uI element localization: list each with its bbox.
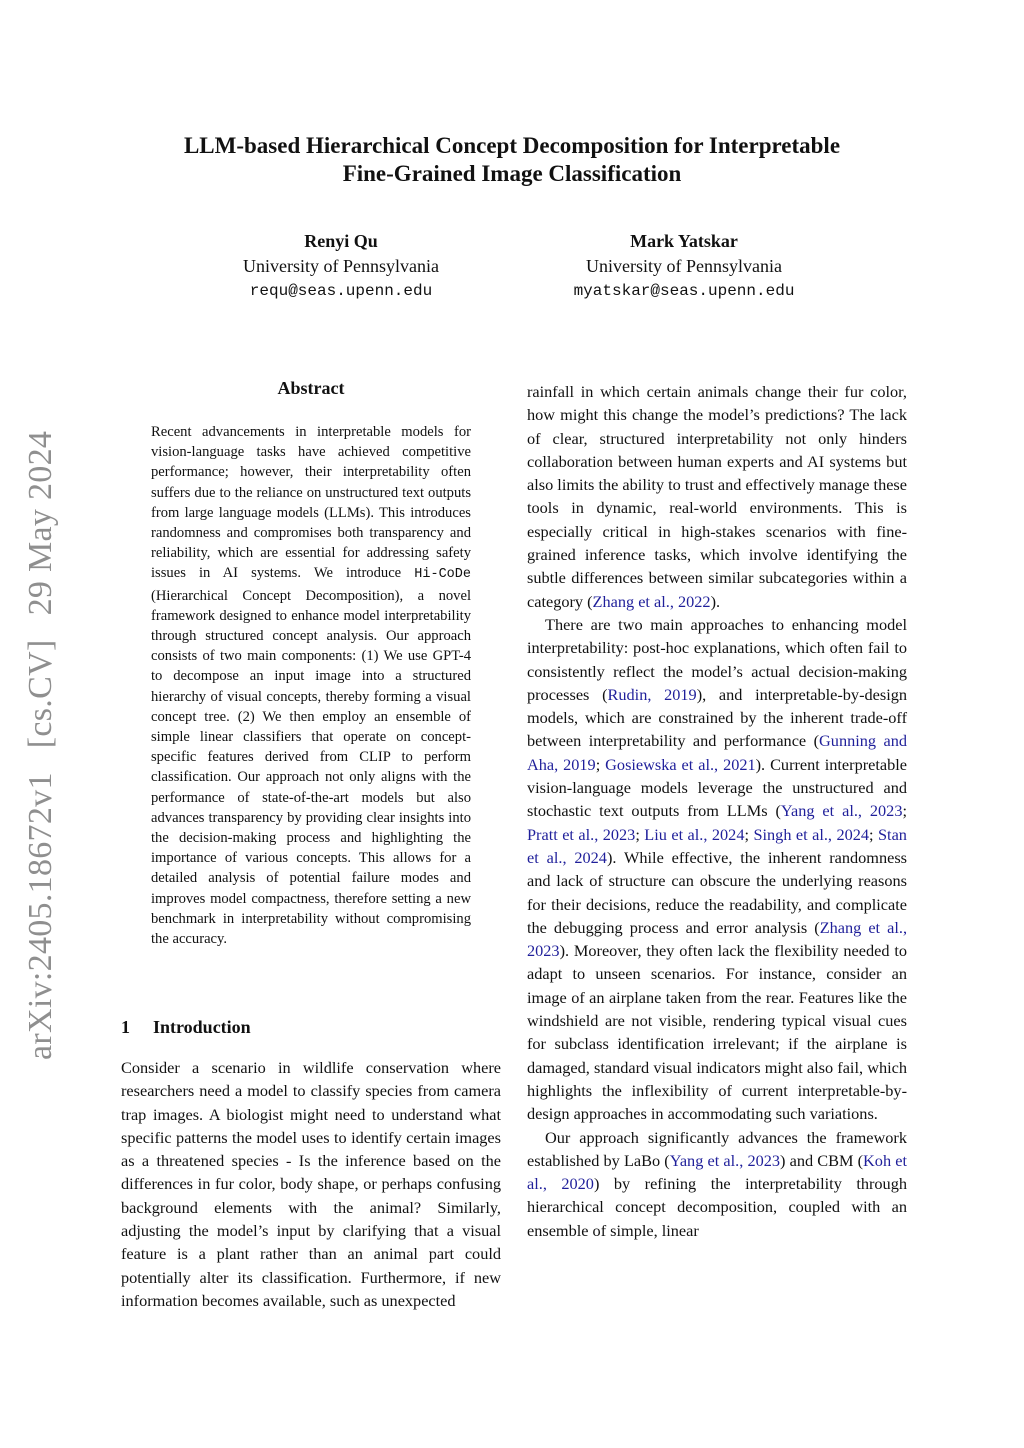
citation-link[interactable]: Yang et al., 2023 [780, 801, 903, 821]
abstract-text-part-1: Recent advancements in interpretable models for vision-language tasks have achieved competitive performance; however, their interpretability often suffers due to the reliance on unstructured text outputs from large language models (LLMs). This introduces randomness and compromises both transparency and reliability, which are essential for addressing safety issues in AI systems. We introduce [151, 424, 471, 582]
paragraph-text: ; [635, 824, 645, 844]
paragraph-text: ). Moreover, they often lack the flexibility needed to adapt to unseen scenarios. For instance, consider an image of an airplane taken from the rear. Features like the windshield are not visible, rendering typical visual cues for subclass identification irrelevant; if the airplane is damaged, standard visual indicators might also fail, which highlights the inflexibility of current interpretable-by-design approaches in accommodating such variations. [527, 941, 907, 1124]
left-column-text [121, 1056, 501, 1312]
citation-link[interactable]: Rudin, 2019 [607, 684, 697, 704]
paper-title [120, 132, 904, 188]
intro-paragraph-1-continued [527, 380, 907, 613]
paragraph-text: rainfall in which certain animals change their fur color, how might this change the model’s predictions? The lack of clear, structured interpretability not only hinders collaboration between human experts and AI systems but also limits the ability to trust and effectively manage these tools in dynamic, real-world environments. This is especially critical in high-stakes scenarios with fine-grained inference tasks, which involve identifying the subtle differences between similar subcategories within a category ( [527, 382, 907, 611]
citation-link[interactable]: Zhang et al., 2022 [592, 591, 711, 611]
citation-link[interactable]: Stan et al., 2024 [527, 824, 907, 867]
abstract-body [151, 422, 471, 949]
intro-paragraph-2 [527, 613, 907, 1126]
paragraph-text: Our approach significantly advances the framework established by LaBo ( [527, 1127, 907, 1170]
abstract-text-part-2: (Hierarchical Concept Decomposition), a novel framework designed to enhance model interpretability through structured concept analysis. Our approach consists of two main components: (1) We use GPT-4 to decompose an input image into a structured hierarchy of visual concepts, thereby forming a visual concept tree. (2) We then employ an ensemble of simple linear classifiers that operate on concept-specific features derived from CLIP to perform classification. Our approach not only aligns with the performance of state-of-the-art models but also advances transparency by providing clear insights into the decision-making process and highlighting the importance of various concepts. This allows for a detailed analysis of potential failure modes and improves model compactness, therefore setting a new benchmark in interpretability without compromising the accuracy. [151, 587, 471, 948]
citation-link[interactable]: Gunning and Aha, 2019 [527, 731, 908, 774]
intro-paragraph-3 [527, 1126, 907, 1242]
abstract-heading: Abstract [277, 378, 345, 398]
author-block-2 [534, 229, 834, 304]
arxiv-date: 29 May 2024 [22, 430, 59, 616]
arxiv-identifier-stamp [22, 431, 60, 1060]
paper-title-line-1: LLM-based Hierarchical Concept Decomposition for Interpretable [183, 133, 841, 158]
author-email[interactable]: myatskar@seas.upenn.edu [573, 282, 795, 300]
paper-title-line-2: Fine-Grained Image Classification [342, 161, 682, 186]
citation-link[interactable]: Liu et al., 2024 [644, 824, 745, 844]
citation-link[interactable]: Zhang et al., 2023 [527, 917, 908, 961]
citation-link[interactable]: Pratt et al., 2023 [527, 824, 636, 844]
citation-link[interactable]: Gosiewska et al., 2021 [605, 754, 756, 774]
author-name: Mark Yatskar [630, 231, 738, 251]
paragraph-text: There are two main approaches to enhancing model interpretability: post-hoc explanations, which often fail to consistently reflect the model’s actual decision-making processes ( [527, 614, 907, 704]
intro-paragraph-1: Consider a scenario in wildlife conservation where researchers need a model to classify species from camera trap images. A biologist might need to understand what specific patterns the model uses to identify certain images as a threatened species - Is the inference based on the differences in fur color, body shape, or perhaps confusing background elements with the animal? Similarly, adjusting the model’s input by clarifying that a visual feature is a plant rather than an animal part could potentially alter its classification. Furthermore, if new information becomes available, such as unexpected [121, 1058, 501, 1310]
right-column-text [527, 380, 907, 1242]
author-email[interactable]: requ@seas.upenn.edu [249, 282, 433, 300]
paragraph-text: ; [744, 824, 754, 844]
section-heading-introduction [121, 1017, 251, 1038]
citation-link[interactable]: Yang et al., 2023 [669, 1150, 781, 1170]
arxiv-id: arXiv:2405.18672v1 [22, 772, 59, 1060]
paragraph-text: ). Current interpretable vision-language models leverage the unstructured and stochastic text outputs from LLMs ( [527, 754, 908, 821]
author-name: Renyi Qu [304, 231, 378, 251]
author-affiliation: University of Pennsylvania [243, 256, 439, 276]
section-title: Introduction [153, 1017, 251, 1037]
arxiv-category: [cs.CV] [22, 639, 59, 749]
paragraph-text: ) and CBM ( [780, 1150, 864, 1170]
paragraph-text: ; [902, 801, 907, 821]
paragraph-text: ; [869, 824, 878, 844]
paragraph-text: ). [710, 591, 721, 611]
author-block-1 [191, 229, 491, 304]
paragraph-text: ). While effective, the inherent randomness and lack of structure can obscure the underlying reasons for their decisions, reduce the readability, and complicate the debugging process and error analysis ( [527, 847, 907, 937]
paragraph-text: ), and interpretable-by-design models, which are constrained by the inherent trade-off between interpretability and performance ( [527, 684, 907, 751]
section-number: 1 [121, 1017, 130, 1037]
citation-link[interactable]: Koh et al., 2020 [527, 1150, 907, 1194]
method-name: Hi-CoDe [414, 567, 471, 583]
paragraph-text: ) by refining the interpretability through hierarchical concept decomposition, coupled with an ensemble of simple, linear [527, 1174, 907, 1240]
author-affiliation: University of Pennsylvania [586, 256, 782, 276]
citation-link[interactable]: Singh et al., 2024 [753, 824, 870, 844]
paragraph-text: ; [595, 754, 606, 774]
